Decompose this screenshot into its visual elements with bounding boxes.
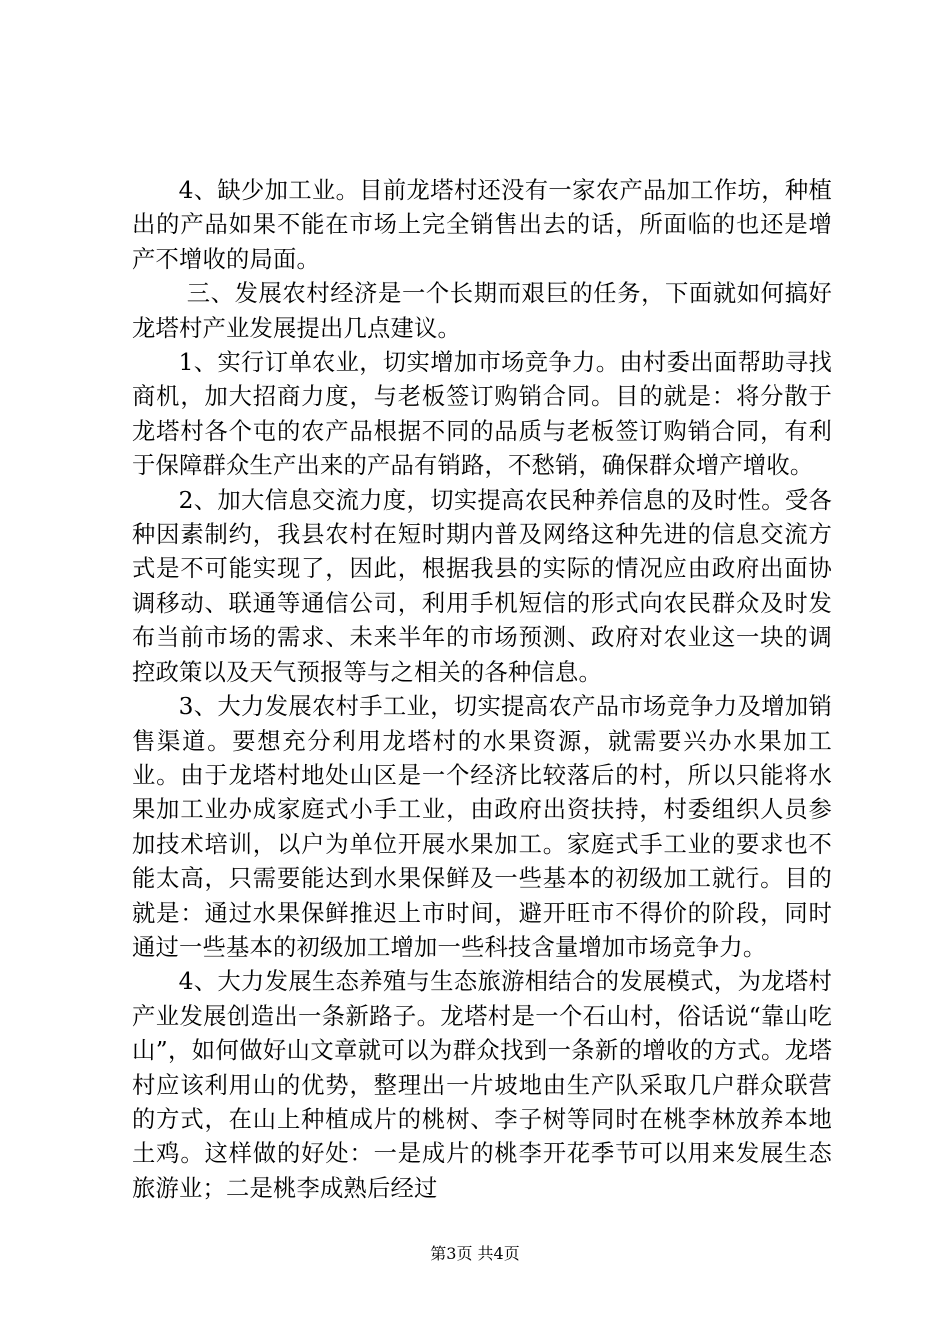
paragraph-lack-processing: 4、缺少加工业。目前龙塔村还没有一家农产品加工作坊，种植出的产品如果不能在市场上完全销售出去的话，所面临的也还是增产不增收的局面。 <box>132 177 832 273</box>
paragraph-handicraft-industry: 3、大力发展农村手工业，切实提高农产品市场竞争力及增加销售渠道。要想充分利用龙塔村的水果资源，就需要兴办水果加工业。由于龙塔村地处山区是一个经济比较落后的村，所以只能将水果加工业办成家庭式小手工业，由政府出资扶持，村委组织人员参加技术培训，以户为单位开展水果加工。家庭式手工业的要求也不能太高，只需要能达到水果保鲜及一些基本的初级加工就行。目的就是：通过水果保鲜推迟上市时间，避开旺市不得价的阶段，同时通过一些基本的初级加工增加一些科技含量增加市场竞争力。 <box>132 693 832 961</box>
document-body <box>132 174 832 1206</box>
paragraph-information-exchange: 2、加大信息交流力度，切实提高农民种养信息的及时性。受各种因素制约，我县农村在短时期内普及网络这种先进的信息交流方式是不可能实现了，因此，根据我县的实际的情况应由政府出面协调移动、联通等通信公司，利用手机短信的形式向农民群众及时发布当前市场的需求、未来半年的市场预测、政府对农业这一块的调控政策以及天气预报等与之相关的各种信息。 <box>132 486 832 686</box>
paragraph-order-agriculture: 1、实行订单农业，切实增加市场竞争力。由村委出面帮助寻找商机，加大招商力度，与老板签订购销合同。目的就是：将分散于龙塔村各个屯的农产品根据不同的品质与老板签订购销合同，有利于保障群众生产出来的产品有销路，不愁销，确保群众增产增收。 <box>132 349 832 480</box>
page-footer: 第3页 共4页 <box>430 1244 520 1263</box>
paragraph-eco-breeding-tourism: 4、大力发展生态养殖与生态旅游相结合的发展模式，为龙塔村产业发展创造出一条新路子。龙塔村是一个石山村，俗话说“靠山吃山”，如何做好山文章就可以为群众找到一条新的增收的方式。龙塔村应该利用山的优势，整理出一片坡地由生产队采取几户群众联营的方式，在山上种植成片的桃树、李子树等同时在桃李林放养本地土鸡。这样做的好处：一是成片的桃李开花季节可以用来发展生态旅游业；二是桃李成熟后经过 <box>132 968 832 1202</box>
paragraph-section-three-heading: 三、发展农村经济是一个长期而艰巨的任务，下面就如何搞好龙塔村产业发展提出几点建议。 <box>132 280 832 342</box>
